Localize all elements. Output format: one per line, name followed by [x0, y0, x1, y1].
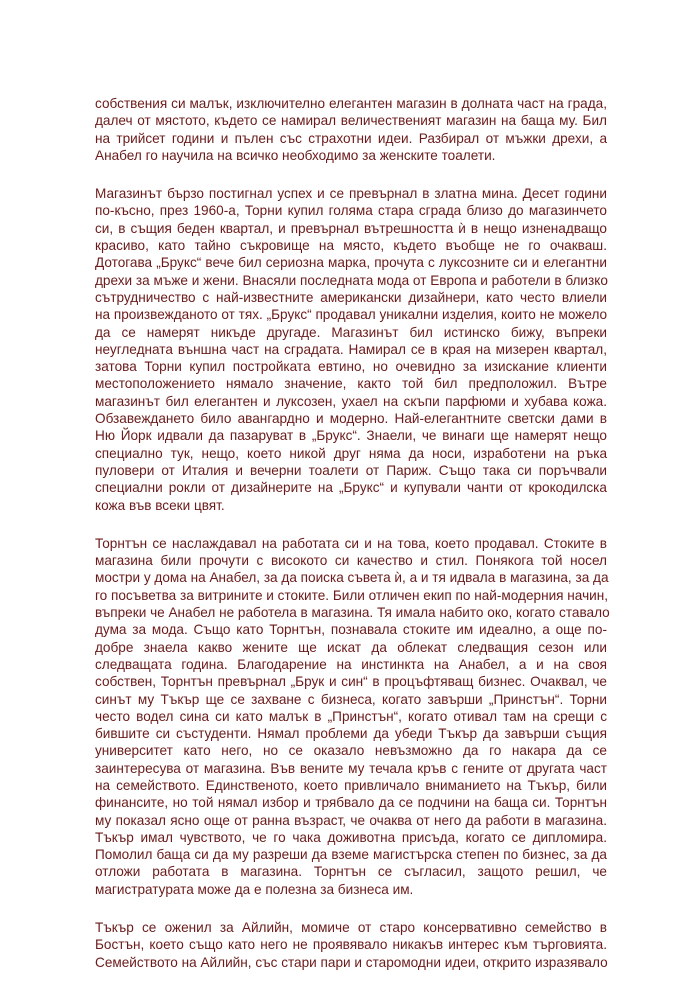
text-line: затова Торни купил постройката евтино, но очевидно за изискание клиенти — [95, 359, 607, 375]
text-line: на произвежданото от тях. „Брукс“ продавал уникални изделия, които не можело — [95, 307, 608, 323]
text-line: специално тук, нещо, което никой друг няма да носи, изработени на ръка — [95, 445, 607, 461]
body-text — [95, 95, 610, 992]
text-line: на семейството. Единственото, което привличало вниманието на Тъкър, били — [95, 777, 607, 793]
text-line: добре знаела какво жените ще искат да облекат следващия сезон или — [95, 639, 607, 655]
text-line: Тъкър имал чувството, че го чака доживотна присъда, когато се дипломира. — [95, 829, 607, 845]
text-line: на трийсет години и пълен със страхотни идеи. Разбирал от мъжки дрехи, а — [95, 130, 607, 146]
text-line: Торнтън се наслаждавал на работата си и на това, което продавал. Стоките в — [95, 535, 607, 551]
text-line: собствен, Торнтън превърнал „Брук и син“ в процъфтяващ бизнес. Очаквал, че — [95, 674, 607, 690]
text-line: бившите си състуденти. Нямал проблеми да убеди Тъкър да завърши същия — [95, 726, 607, 742]
text-line: Помолил баща си да му разреши да вземе магистърска степен по бизнес, за да — [95, 847, 607, 863]
text-line: заинтересува от магазина. Във вените му течала кръв с гените от другата част — [95, 760, 607, 776]
text-line: магазинът бил елегантен и луксозен, ухаел на скъпи парфюми и хубава кожа. — [95, 393, 607, 409]
text-line: Тъкър се оженил за Айлийн, момиче от старо консервативно семейство в — [95, 920, 607, 936]
text-line: магистратурата може да е полезна за бизнеса им. — [95, 881, 414, 897]
paragraph — [95, 535, 610, 898]
text-line: му показал ясно още от ранна възраст, че очаква от него да работи в магазина. — [95, 812, 607, 828]
text-line: Обзавеждането било авангардно и модерно. Най-елегантните светски дами в — [95, 411, 607, 427]
text-line: магазина били прочути с високото си качество и стил. Понякога той носел — [95, 553, 607, 569]
text-line: синът му Тъкър ще се захване с бизнеса, когато завърши „Принстън“. Торни — [95, 691, 607, 707]
text-line: специални рокли от дизайнерите на „Брукс“ и купували чанти от крокодилска — [95, 480, 607, 496]
text-line: мостри у дома на Анабел, за да поиска съвета ѝ, а и тя идвала в магазина, за да — [95, 570, 609, 586]
text-line: неугледната външна част на сградата. Намирал се в края на мизерен квартал, — [95, 341, 607, 357]
text-line: дума за мода. Също като Торнтън, познавала стоките им идеално, а още по- — [95, 622, 607, 638]
paragraph — [95, 95, 607, 164]
text-line: далеч от мястото, където се намирал величественият магазин на баща му. Бил — [95, 113, 607, 129]
text-line: дрехи за мъже и жени. Внасяли последната мода от Европа и работели в близко — [95, 272, 608, 288]
text-line: местоположението нямало значение, както той бил предположил. Вътре — [95, 376, 607, 392]
text-line: Семейството на Айлийн, със стари пари и старомодни идеи, открито изразявало — [95, 954, 608, 970]
text-line: следващата година. Благодарение на инстинкта на Анабел, а и на своя — [95, 656, 607, 672]
text-line: си, в същия беден квартал, и превърнал вътрешността ѝ в нещо изненадващо — [95, 220, 607, 236]
text-line: университет като него, но се оказало невъзможно да го накара да се — [95, 743, 607, 759]
paragraph — [95, 185, 607, 514]
text-line: често водел сина си като малък в „Принстън“, когато отивал там на срещи с — [95, 708, 607, 724]
text-line: собствения си малък, изключително елегантен магазин в долната част на града, — [95, 96, 607, 111]
text-line: отложи работата в магазина. Торнтън се съгласил, защото решил, че — [95, 864, 607, 880]
text-line: го посъветва за витрините и стоките. Били отличен екип по най-модерния начин, — [95, 587, 609, 603]
text-line: Бостън, което също като него не проявявало никакъв интерес към търговията. — [95, 937, 607, 953]
text-line: Анабел го научила на всичко необходимо за женските тоалети. — [95, 147, 496, 163]
text-line: Ню Йорк идвали да пазаруват в „Брукс“. Знаели, че винаги ще намерят нещо — [95, 428, 607, 444]
text-line: кожа във всеки цвят. — [95, 497, 225, 513]
text-line: пуловери от Италия и вечерни тоалети от Париж. Също така си поръчвали — [95, 462, 607, 478]
text-line: Магазинът бързо постигнал успех и се превърнал в златна мина. Десет години — [95, 186, 607, 202]
text-line: да се намерят никъде другаде. Магазинът бил истинско бижу, въпреки — [95, 324, 607, 340]
text-line: въпреки че Анабел не работела в магазина. Тя имала набито око, когато ставало — [95, 605, 610, 621]
text-line: финансите, но той нямал избор и трябвало да се подчини на баща си. Торнтън — [95, 795, 607, 811]
text-line: по-късно, през 1960-а, Торни купил голяма стара сграда близо до магазинчето — [95, 203, 607, 219]
text-line: красиво, като тайно съкровище на място, където въобще не го очакваш. — [95, 238, 607, 254]
paragraph — [95, 919, 607, 971]
text-line: сътрудничество с най-известните американски дизайнери, като често влиели — [95, 289, 607, 305]
text-line: Дотогава „Брукс“ вече бил сериозна марка, прочута с луксозните си и елегантни — [95, 255, 607, 271]
